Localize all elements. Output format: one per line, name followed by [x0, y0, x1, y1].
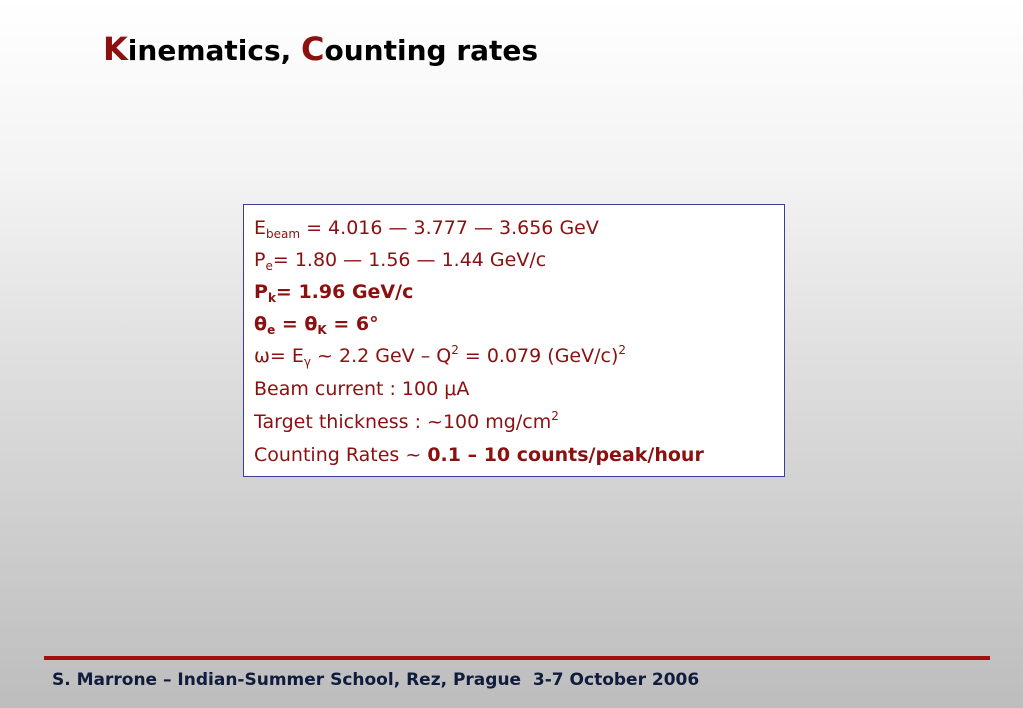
angle-value: = 6° — [326, 313, 379, 335]
photon-energy-line — [254, 343, 774, 376]
target-thickness-line — [254, 409, 774, 442]
gamma-subscript: γ — [303, 355, 311, 369]
slide-title — [103, 30, 538, 68]
theta-e-symbol: θ — [254, 313, 268, 335]
title-initial-c: C — [301, 30, 325, 68]
q-squared-exponent: 2 — [451, 343, 459, 357]
q-squared-value: = 0.079 (GeV/c) — [458, 345, 619, 367]
kaon-momentum-subscript: k — [267, 291, 276, 305]
footer-divider — [44, 656, 990, 660]
target-thickness-text: Target thickness : ~100 mg/cm — [254, 411, 552, 433]
theta-k-symbol: = θ — [275, 313, 318, 335]
beam-energy-values: = 4.016 — 3.777 — 3.656 GeV — [300, 217, 599, 239]
footer-text: S. Marrone – Indian-Summer School, Rez, Prague 3-7 October 2006 — [52, 670, 700, 690]
electron-momentum-symbol: P — [254, 249, 266, 271]
counting-rates-value: 0.1 – 10 counts/peak/hour — [427, 444, 704, 466]
title-initial-k: K — [103, 30, 128, 68]
parameters-box — [243, 204, 785, 477]
kaon-momentum-symbol: P — [254, 281, 268, 303]
beam-energy-line — [254, 215, 774, 247]
electron-momentum-subscript: e — [265, 259, 273, 273]
angles-line — [254, 311, 774, 343]
omega-symbol: ω — [254, 345, 270, 367]
cm-squared-exponent: 2 — [551, 409, 559, 423]
photon-energy-value: ~ 2.2 GeV – Q — [311, 345, 452, 367]
kaon-momentum-value: = 1.96 GeV/c — [275, 281, 414, 303]
gev-squared-exponent: 2 — [618, 343, 626, 357]
photon-energy-label: = E — [269, 345, 304, 367]
title-part-1: inematics, — [127, 34, 302, 67]
beam-energy-symbol: E — [254, 217, 267, 239]
counting-rates-label: Counting Rates ~ — [254, 444, 428, 466]
electron-momentum-values: = 1.80 — 1.56 — 1.44 GeV/c — [272, 249, 547, 271]
kaon-momentum-line — [254, 279, 774, 311]
theta-k-subscript: K — [317, 323, 327, 337]
beam-current-line: Beam current : 100 μA — [254, 378, 470, 400]
theta-e-subscript: e — [267, 323, 276, 337]
counting-rates-line — [254, 442, 774, 475]
electron-momentum-line — [254, 247, 774, 279]
beam-energy-subscript: beam — [266, 227, 301, 241]
title-part-2: ounting rates — [324, 34, 539, 67]
